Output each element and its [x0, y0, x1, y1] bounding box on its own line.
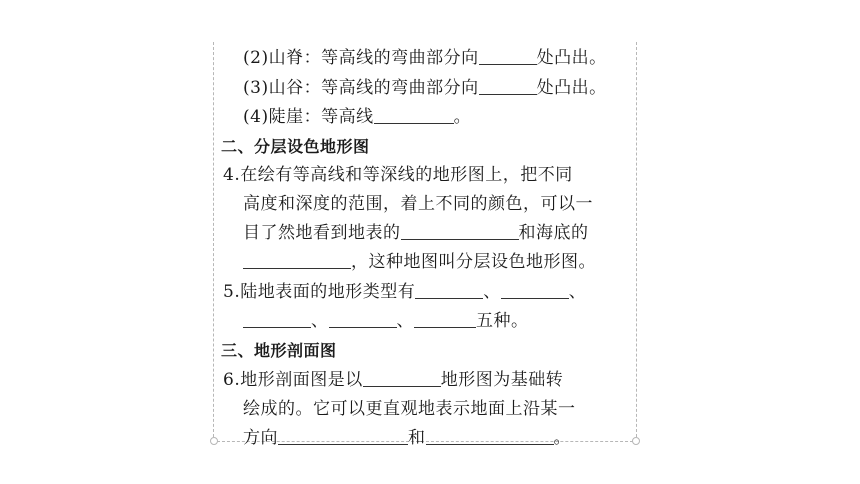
question-cliff: [243, 106, 471, 128]
answer-blank-land-surface[interactable]: [401, 223, 519, 240]
exercise-card: [213, 42, 637, 448]
answer-blank-profile-2[interactable]: [426, 428, 554, 445]
answer-blank-profile-1[interactable]: [278, 428, 408, 445]
q5-text-b: 五种。: [476, 311, 529, 331]
q5-separator-4: 、: [396, 311, 414, 331]
question-5-line-1: [223, 281, 586, 303]
q5-separator-1: 、: [483, 282, 501, 302]
section-heading-profile-map: 三、地形剖面图: [221, 341, 337, 360]
q6-text-b: 地形图为基础转: [440, 370, 564, 390]
card-right-border: [636, 42, 637, 442]
ridge-suffix: 处凸出。: [536, 48, 607, 68]
question-ridge: [243, 47, 607, 69]
answer-blank-base-map[interactable]: [363, 370, 441, 387]
question-valley: [243, 77, 607, 99]
answer-blank-landform-1[interactable]: [415, 282, 483, 299]
question-6-line-1: [223, 369, 563, 391]
answer-blank-valley[interactable]: [479, 78, 537, 95]
cliff-suffix: 。: [453, 107, 472, 127]
question-6-line-3: [243, 427, 571, 449]
cliff-text: (4)陡崖：等高线: [243, 107, 374, 127]
valley-text: (3)山谷：等高线的弯曲部分向: [243, 78, 479, 98]
question-4-line-1: 4.在绘有等高线和等深线的地形图上，把不同: [223, 165, 573, 185]
q5-separator-2: 、: [568, 282, 587, 302]
q4-text-b: 和海底的: [518, 223, 589, 243]
section-heading-layered-map: 二、分层设色地形图: [221, 137, 370, 156]
question-5-line-2: [243, 310, 529, 332]
card-corner-left: [210, 437, 218, 445]
question-4-line-2: 高度和深度的范围，着上不同的颜色，可以一: [243, 194, 593, 214]
q6-text-d: 和: [408, 428, 426, 448]
answer-blank-landform-2[interactable]: [501, 282, 569, 299]
question-4-line-4: [243, 251, 596, 273]
answer-blank-landform-5[interactable]: [414, 311, 476, 328]
q6-text-c: 方向: [243, 428, 278, 448]
q5-separator-3: 、: [311, 311, 329, 331]
valley-suffix: 处凸出。: [536, 78, 607, 98]
answer-blank-cliff[interactable]: [374, 107, 454, 124]
answer-blank-landform-4[interactable]: [329, 311, 397, 328]
question-4-line-3: [243, 222, 589, 244]
card-corner-right: [632, 437, 640, 445]
answer-blank-landform-3[interactable]: [243, 311, 311, 328]
question-6-line-2: 绘成的。它可以更直观地表示地面上沿某一: [243, 399, 576, 419]
q4-text-a: 目了然地看到地表的: [243, 223, 401, 243]
ridge-text: (2)山脊：等高线的弯曲部分向: [243, 48, 479, 68]
q4-text-c: ，这种地图叫分层设色地形图。: [351, 252, 596, 272]
q5-text-a: 5.陆地表面的地形类型有: [223, 282, 416, 302]
answer-blank-ridge[interactable]: [479, 48, 537, 65]
q6-text-a: 6.地形剖面图是以: [223, 370, 363, 390]
card-left-border: [213, 42, 214, 442]
q6-text-e: 。: [553, 428, 571, 448]
answer-blank-seabed[interactable]: [243, 252, 351, 269]
